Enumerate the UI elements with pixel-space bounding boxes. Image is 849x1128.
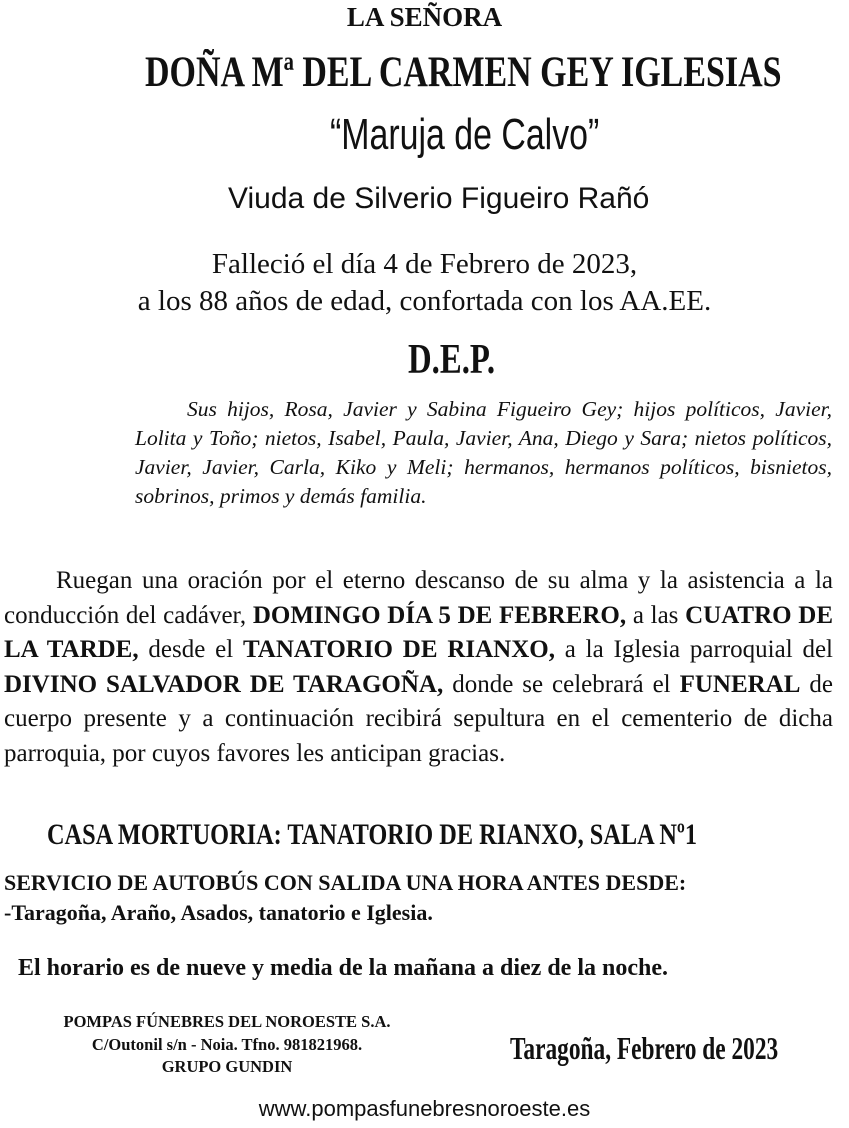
dep-text: D.E.P. bbox=[408, 337, 496, 383]
prayer-paragraph bbox=[4, 564, 833, 771]
header-label: LA SEÑORA bbox=[346, 2, 503, 32]
dep-heading bbox=[408, 336, 520, 384]
prayer-text: a las bbox=[626, 601, 686, 629]
hours-line: El horario es de nueve y media de la mañana a diez de la noche. bbox=[18, 955, 668, 981]
departure-place: TANATORIO DE RIANXO, bbox=[242, 636, 555, 663]
prayer-text: de cuerpo presente y a continuación recibirá sepultura en el cementerio de dicha parroquia, por cuyos favores les anticipan gracias. bbox=[4, 670, 833, 767]
service-date: DOMINGO DÍA 5 DE FEBRERO, bbox=[252, 601, 627, 629]
age-line: a los 88 años de edad, confortada con los AA.EE. bbox=[137, 285, 712, 317]
nickname-text: “Maruja de Calvo” bbox=[330, 110, 600, 159]
bus-stops-line: -Taragoña, Araño, Asados, tanatorio e Iglesia. bbox=[4, 900, 433, 925]
funeral-word: FUNERAL bbox=[679, 670, 801, 698]
church-name: DIVINO SALVADOR DE TARAGOÑA, bbox=[4, 670, 444, 698]
deceased-name bbox=[145, 48, 849, 97]
funeral-home-group: GRUPO GUNDIN bbox=[161, 1057, 293, 1076]
prayer-text: donde se celebrará el bbox=[443, 670, 680, 698]
nickname bbox=[330, 110, 680, 160]
widow-of-line: Viuda de Silverio Figueiro Rañó bbox=[228, 182, 650, 215]
place-date bbox=[510, 1030, 849, 1067]
death-date-line: Falleció el día 4 de Febrero de 2023, bbox=[211, 248, 638, 280]
place-date-text: Taragoña, Febrero de 2023 bbox=[510, 1030, 779, 1066]
prayer-text: desde el bbox=[138, 636, 243, 663]
website-link[interactable]: www.pompasfunebresnoroeste.es bbox=[258, 1096, 591, 1121]
funeral-home-name: POMPAS FÚNEBRES DEL NOROESTE S.A. bbox=[63, 1012, 391, 1031]
bus-service-line: SERVICIO DE AUTOBÚS CON SALIDA UNA HORA ANTES DESDE: bbox=[4, 870, 687, 895]
deceased-name-text: DOÑA Mª DEL CARMEN GEY IGLESIAS bbox=[145, 49, 782, 96]
family-paragraph: Sus hijos, Rosa, Javier y Sabina Figueiro Gey; hijos políticos, Javier, Lolita y Toño; nietos, Isabel, Paula, Javier, Ana, Diego y Sara; nietos políticos, Javier, Javier, Carla, Kiko y Meli; hermanos, hermanos políticos, bisnietos, sobrinos, primos y demás familia. bbox=[135, 397, 832, 508]
wake-house-line bbox=[47, 818, 849, 852]
service-time: CUATRO DE LA TARDE, bbox=[4, 601, 833, 663]
prayer-text: Ruegan una oración por el eterno descanso de su alma y la asistencia a la conducción del cadáver, bbox=[4, 567, 833, 629]
prayer-text: a la Iglesia parroquial del bbox=[554, 636, 833, 663]
wake-house-text: CASA MORTUORIA: TANATORIO DE RIANXO, SALA Nº1 bbox=[47, 818, 698, 851]
funeral-home-address: C/Outonil s/n - Noia. Tfno. 981821968. bbox=[91, 1035, 363, 1054]
